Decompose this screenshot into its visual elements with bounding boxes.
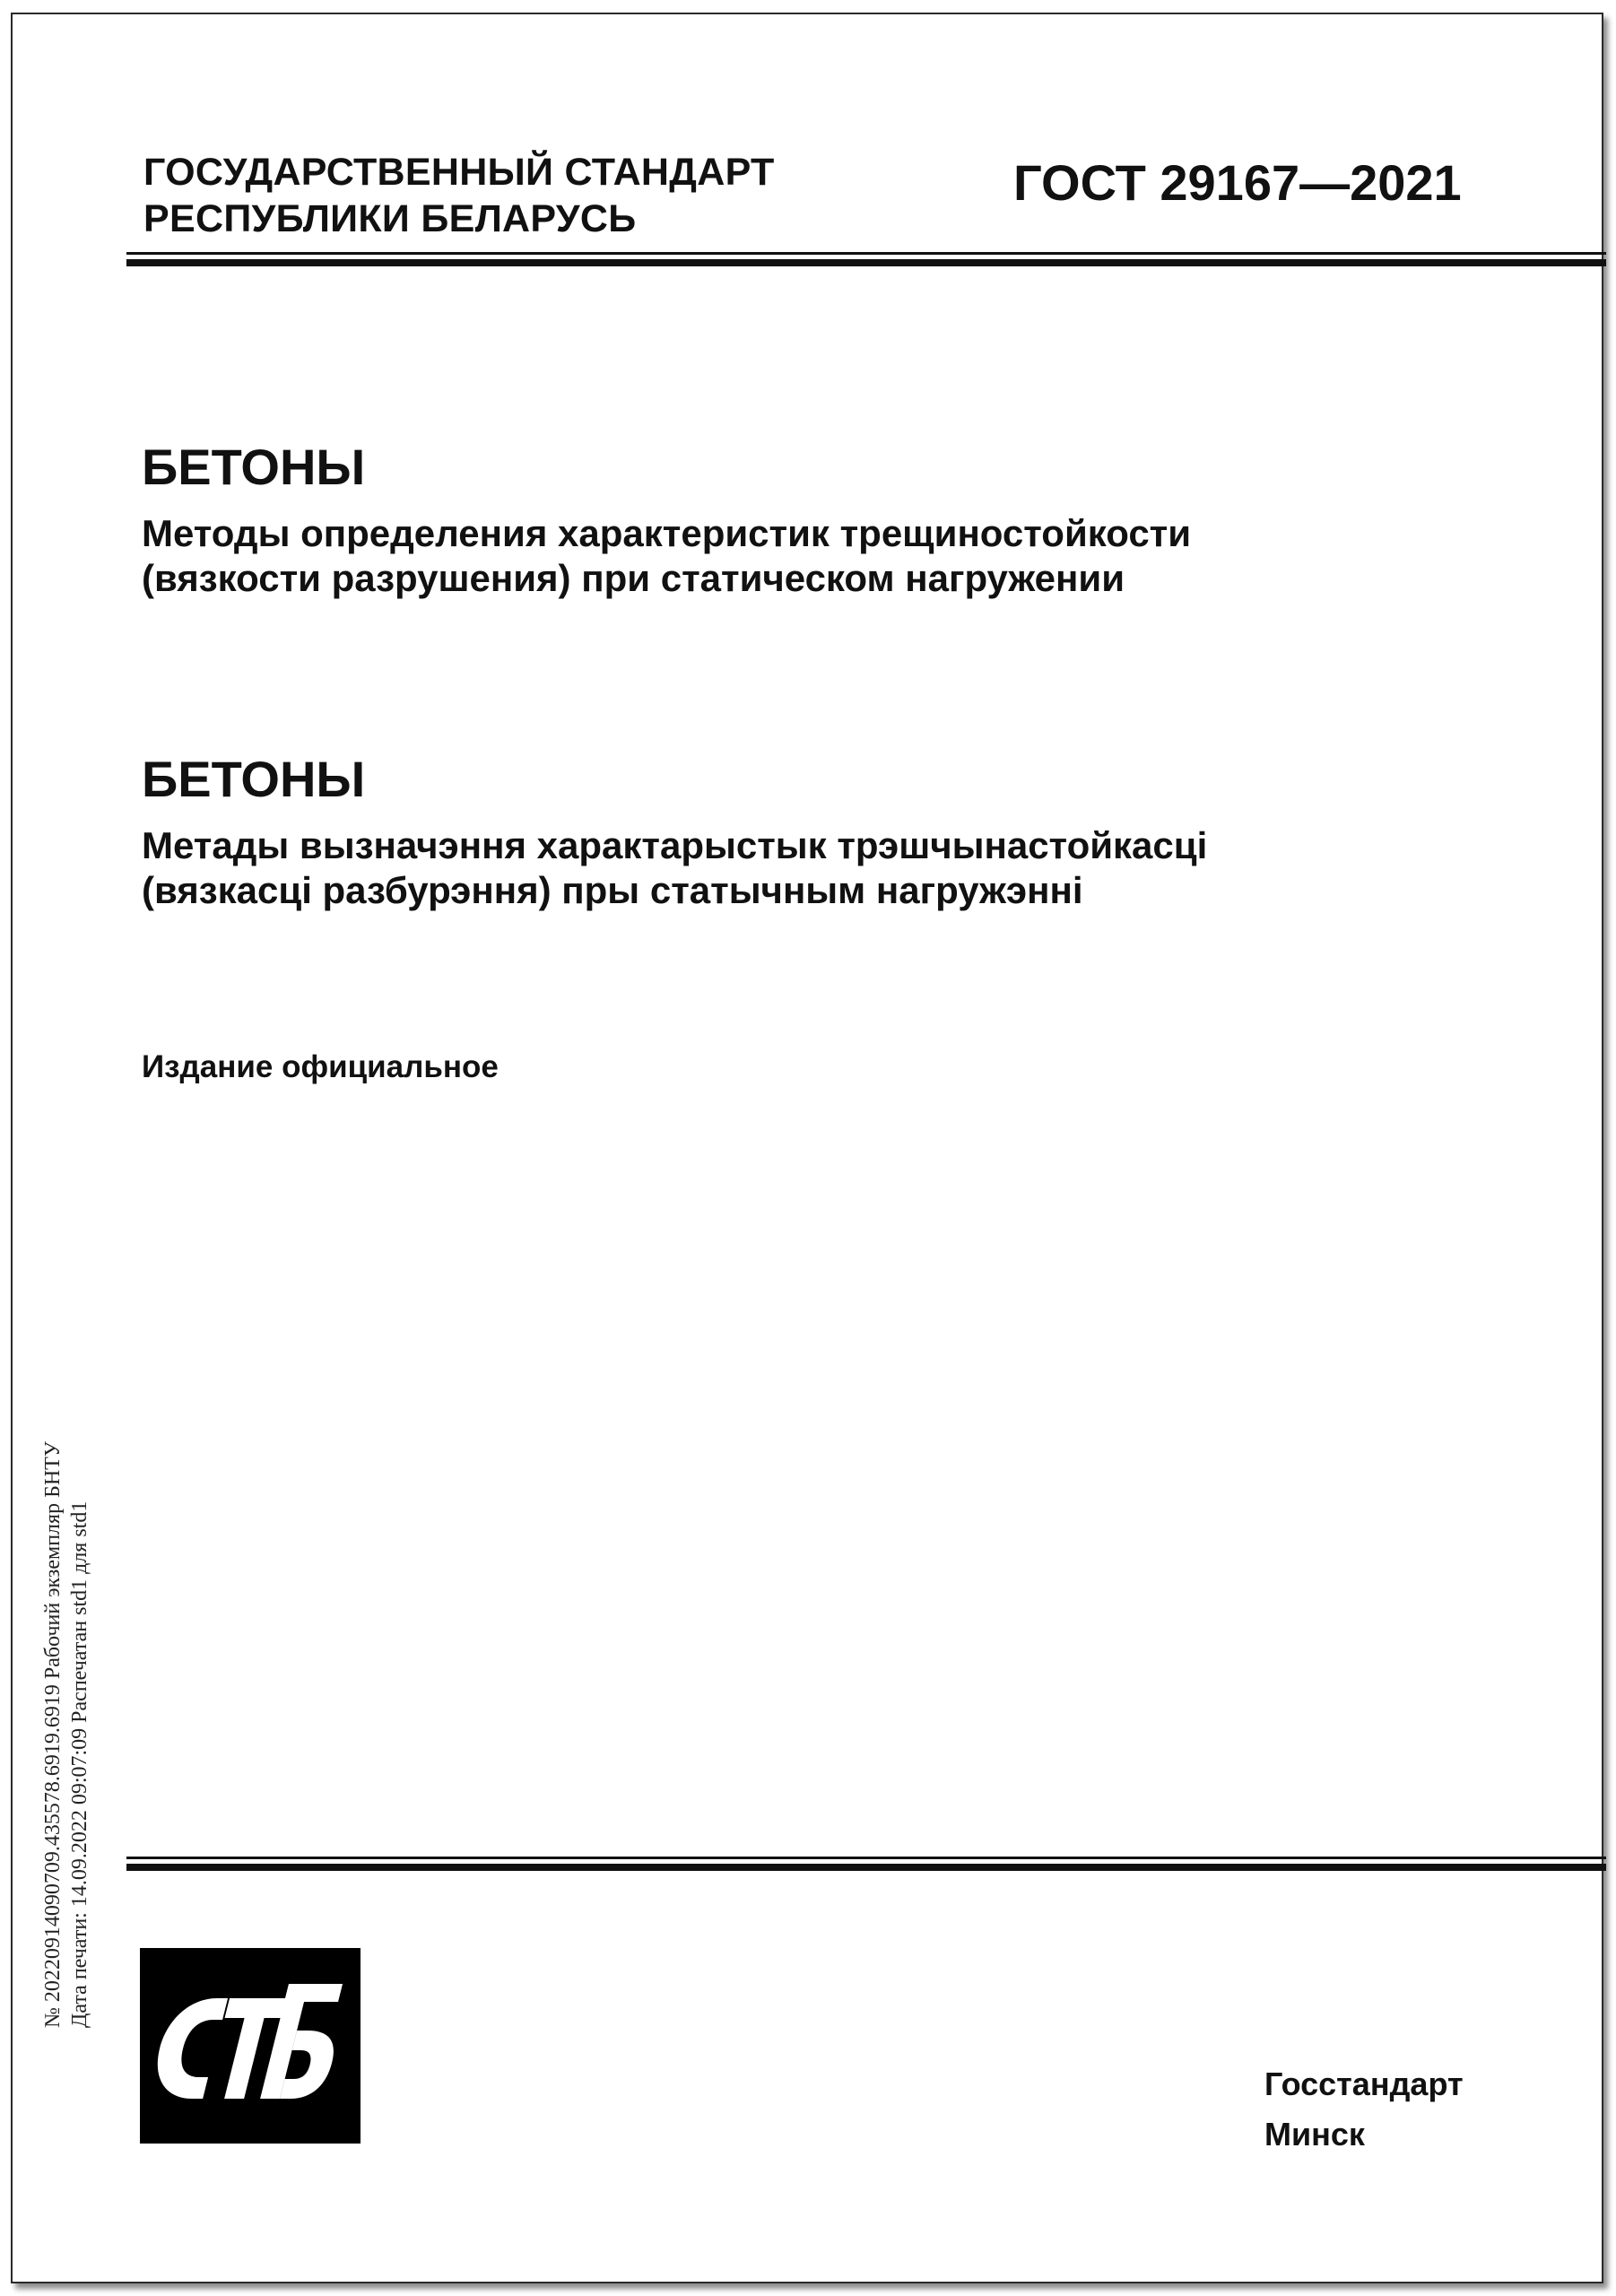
publisher-info <box>1264 2059 1464 2160</box>
title-russian-main: БЕТОНЫ <box>142 439 366 495</box>
publisher-city: Минск <box>1264 2116 1365 2152</box>
standard-code: ГОСТ 29167—2021 <box>1013 154 1462 211</box>
organization-line-2: РЕСПУБЛИКИ БЕЛАРУСЬ <box>143 197 637 240</box>
print-stamp <box>39 1441 93 2028</box>
publisher-name: Госстандарт <box>1264 2066 1464 2102</box>
edition-label: Издание официальное <box>142 1049 499 1084</box>
footer-divider <box>126 1857 1606 1871</box>
organization-line-1: ГОСУДАРСТВЕННЫЙ СТАНДАРТ <box>143 151 775 194</box>
title-russian-subtitle <box>142 511 1191 601</box>
document-page <box>11 13 1603 2283</box>
title-russian-subtitle-line-1: Методы определения характеристик трещиностойкости <box>142 512 1192 554</box>
title-belarusian <box>142 748 1207 913</box>
issuing-organization <box>143 149 775 242</box>
title-belarusian-main: БЕТОНЫ <box>142 751 366 807</box>
title-russian <box>142 436 1191 601</box>
title-belarusian-subtitle-line-2: (вязкасці разбурэння) пры статычным нагружэнні <box>142 869 1083 911</box>
title-belarusian-subtitle <box>142 823 1207 913</box>
print-stamp-line-1: № 20220914090709.435578.6919.6919 Рабочий экземпляр БНТУ <box>41 1441 65 2028</box>
print-stamp-line-2: Дата печати: 14.09.2022 09:07:09 Распечатан std1 для std1 <box>68 1500 91 2028</box>
header-divider <box>126 252 1606 266</box>
title-belarusian-subtitle-line-1: Метады вызначэння характарыстык трэшчынастойкасці <box>142 824 1208 866</box>
title-russian-subtitle-line-2: (вязкости разрушения) при статическом нагружении <box>142 557 1125 599</box>
stb-logo-icon <box>140 1948 361 2144</box>
